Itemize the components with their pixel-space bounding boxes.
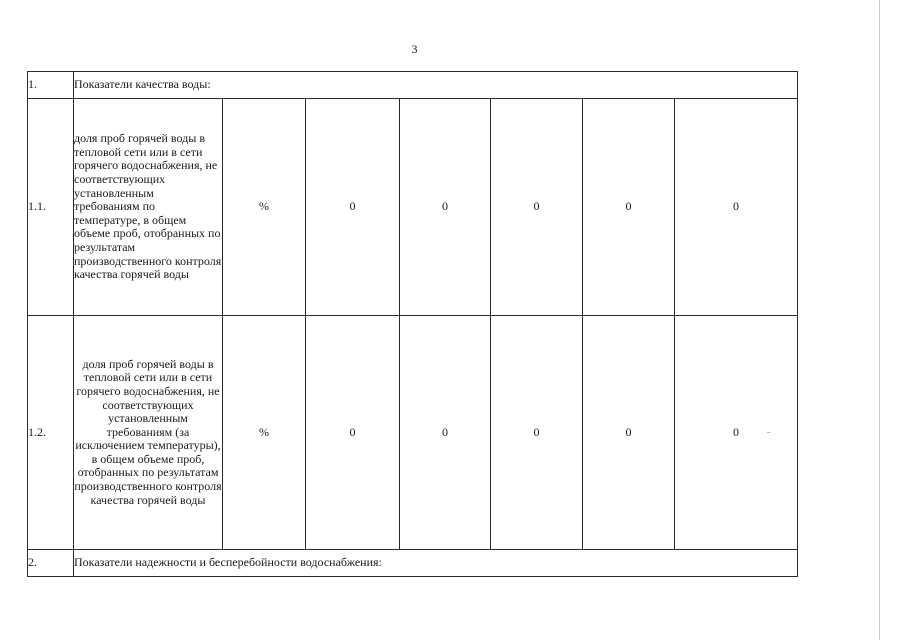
section-row-reliability <box>28 550 798 577</box>
page-edge-line <box>879 0 880 640</box>
indicator-description: доля проб горячей воды в тепловой сети или в сети горячего водоснабжения, не соответствующих установленным требованиям (за исключением температуры), в общем объеме проб, отобранных по результатам производственного контроля качества горячей воды <box>74 316 223 550</box>
table-row <box>28 99 798 316</box>
section-number: 1. <box>28 72 74 99</box>
value-cell: 0 <box>491 316 583 550</box>
page-number: 3 <box>411 42 418 56</box>
row-number: 1.1. <box>28 99 74 316</box>
indicators-table <box>27 71 798 577</box>
value-cell: 0 <box>306 316 400 550</box>
unit-cell: % <box>223 99 306 316</box>
section-title: Показатели качества воды: <box>74 72 798 99</box>
value-cell: 0 <box>491 99 583 316</box>
value-cell: 0 <box>400 316 491 550</box>
value-cell: 0 <box>306 99 400 316</box>
value-cell: 0 <box>675 99 798 316</box>
section-title: Показатели надежности и бесперебойности водоснабжения: <box>74 550 798 577</box>
value-cell: 0 <box>583 99 675 316</box>
table-row <box>28 316 798 550</box>
indicator-description: доля проб горячей воды в тепловой сети или в сети горячего водоснабжения, не соответствующих установленным требованиям по температуре, в общем объеме проб, отобранных по результатам производственного контроля качества горячей воды <box>74 99 223 316</box>
unit-cell: % <box>223 316 306 550</box>
scan-speck <box>767 432 770 433</box>
value-cell: 0 <box>583 316 675 550</box>
section-row-water-quality <box>28 72 798 99</box>
row-number: 1.2. <box>28 316 74 550</box>
value-cell: 0 <box>675 316 798 550</box>
value-cell: 0 <box>400 99 491 316</box>
section-number: 2. <box>28 550 74 577</box>
